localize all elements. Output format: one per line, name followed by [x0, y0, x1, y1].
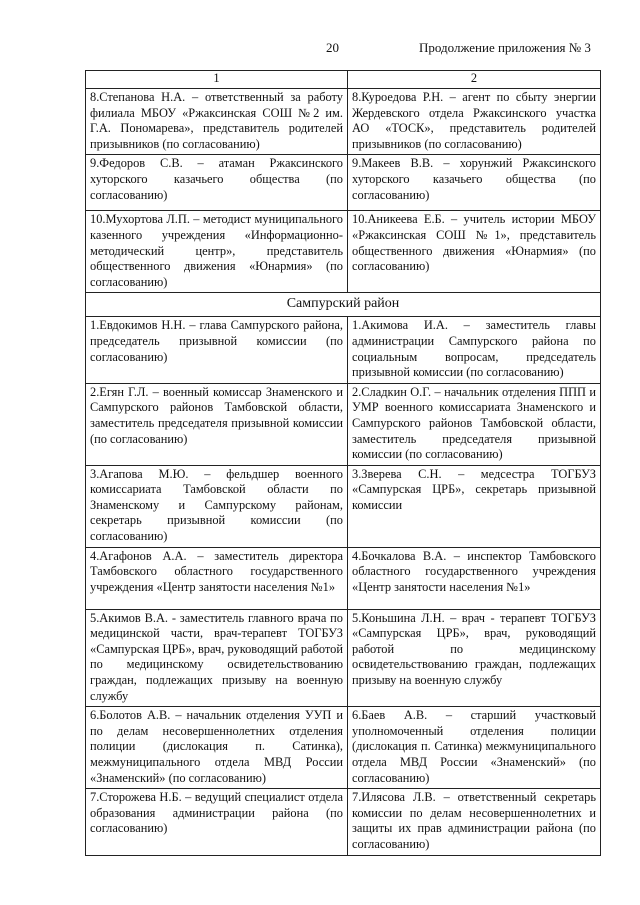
column-header: 1 — [86, 71, 348, 89]
table-row — [86, 155, 601, 211]
table-row — [86, 465, 601, 547]
column-header: 2 — [348, 71, 601, 89]
table-row — [86, 789, 601, 855]
table-cell: 10.Мухортова Л.П. – методист муниципального казенного учреждения «Информационно-методический центр», представитель общественного движения «Юнармия» (по согласованию) — [86, 211, 348, 293]
table-cell: 1.Евдокимов Н.Н. – глава Сампурского района, председатель призывной комиссии (по согласованию) — [86, 317, 348, 383]
page-number: 20 — [326, 40, 339, 55]
table-cell: 6.Болотов А.В. – начальник отделения УУП и по делам несовершеннолетних отделения полиции (дислокация п. Сатинка), межмуниципального отдела МВД России «Знаменский» (по согласованию) — [86, 707, 348, 789]
table-row — [86, 609, 601, 707]
table-cell: 3.Агапова М.Ю. – фельдшер военного комиссариата Тамбовской области по Знаменскому и Сампурскому районам, секретарь призывной комиссии (по согласованию) — [86, 465, 348, 547]
table-cell: 2.Егян Г.Л. – военный комиссар Знаменского и Сампурского районов Тамбовской области, заместитель председателя призывной комиссии (по согласованию) — [86, 383, 348, 465]
table-cell: 3.Зверева С.Н. – медсестра ТОГБУЗ «Сампурская ЦРБ», секретарь призывной комиссии — [348, 465, 601, 547]
table-cell: 8.Степанова Н.А. – ответственный за работу филиала МБОУ «Ржаксинская СОШ №2 им. Г.А. Пономарева», представитель родителей призывников (по согласованию) — [86, 89, 348, 155]
table-cell: 4.Бочкалова В.А. – инспектор Тамбовского областного государственного учреждения «Центр занятости населения №1» — [348, 547, 601, 609]
table-cell: 1.Акимова И.А. – заместитель главы администрации Сампурского района по социальным вопросам, председатель призывной комиссии (по согласованию) — [348, 317, 601, 383]
table-cell: 9.Макеев В.В. – хорунжий Ржаксинского хуторского казачьего общества (по согласованию) — [348, 155, 601, 211]
table-cell: 4.Агафонов А.А. – заместитель директора Тамбовского областного государственного учреждения «Центр занятости населения №1» — [86, 547, 348, 609]
table-cell: 5.Акимов В.А. - заместитель главного врача по медицинской части, врач-терапевт ТОГБУЗ «Сампурская ЦРБ», врач, руководящий работой по медицинскому освидетельствованию граждан, подлежащих призыву на военную службу — [86, 609, 348, 707]
table-cell: 5.Коньшина Л.Н. – врач - терапевт ТОГБУЗ «Сампурская ЦРБ», врач, руководящий работой по медицинскому освидетельствованию граждан, подлежащих призыву на военную службу — [348, 609, 601, 707]
table-cell: 7.Сторожева Н.Б. – ведущий специалист отдела образования администрации района (по согласованию) — [86, 789, 348, 855]
table-cell: 7.Илясова Л.В. – ответственный секретарь комиссии по делам несовершеннолетних и защиты их прав администрации района (по согласованию) — [348, 789, 601, 855]
table-row — [86, 383, 601, 465]
section-row — [86, 293, 601, 317]
section-title: Сампурский район — [86, 293, 601, 317]
table-cell: 8.Куроедова Р.Н. – агент по сбыту энергии Жердевского отдела Ржаксинского участка АО «ТОСК», представитель родителей призывников (по согласованию) — [348, 89, 601, 155]
table-row — [86, 89, 601, 155]
column-header-row — [86, 71, 601, 89]
commission-table — [85, 70, 601, 856]
table-cell: 9.Федоров С.В. – атаман Ржаксинского хуторского казачьего общества (по согласованию) — [86, 155, 348, 211]
table-cell: 2.Сладкин О.Г. – начальник отделения ППП и УМР военного комиссариата Знаменского и Сампурского районов Тамбовской области, заместитель председателя призывной комиссии (по согласованию) — [348, 383, 601, 465]
table-row — [86, 547, 601, 609]
page-header — [0, 40, 640, 60]
continuation-label: Продолжение приложения № 3 — [419, 40, 591, 55]
table-cell: 10.Аникеева Е.Б. – учитель истории МБОУ «Ржаксинская СОШ №1», представитель общественного движения «Юнармия» (по согласованию) — [348, 211, 601, 293]
table-row — [86, 317, 601, 383]
table-cell: 6.Баев А.В. – старший участковый уполномоченный отделения полиции (дислокация п. Сатинка) межмуниципального отдела МВД России «Знаменский» (по согласованию) — [348, 707, 601, 789]
table-row — [86, 211, 601, 293]
table-row — [86, 707, 601, 789]
